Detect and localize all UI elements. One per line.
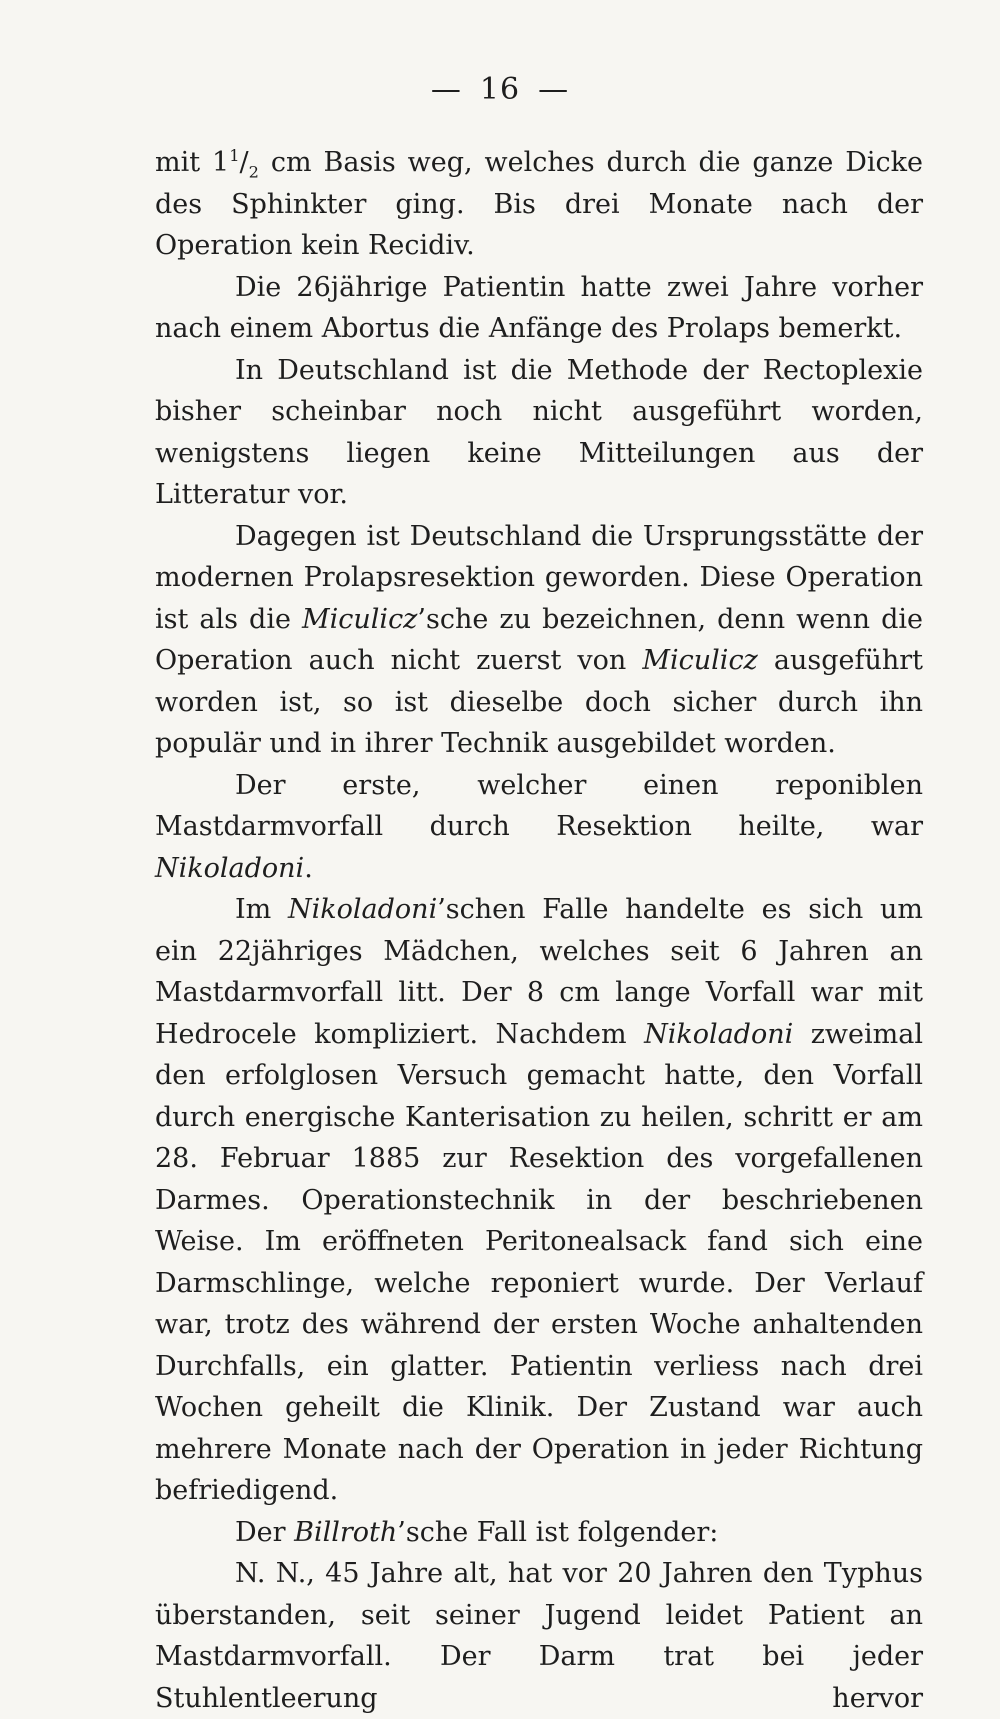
name-billroth: Billroth — [294, 1516, 398, 1548]
paragraph-8: N. N., 45 Jahre alt, hat vor 20 Jahren den Typhus überstanden, seit seiner Jugend leidet Patient an Mastdarmvorfall. Der Darm trat bei jeder Stuhlentleerung hervor — [155, 1558, 923, 1714]
p1-text-a: mit 1 — [155, 147, 230, 178]
p6-text-c: zweimal den erfolglosen Versuch gemacht hatte, den Vorfall durch energische Kanterisation zu heilen, schritt er am 28. Februar 1885 zur Resektion des vorgefallenen Darmes. Operationstechnik in der beschriebenen Weise. Im eröffneten Peritonealsack fand sich eine Darmschlinge, welche reponiert wurde. Der Verlauf war, trotz des während der ersten Woche anhaltenden Durchfalls, ein glatter. Patientin verliess nach drei Wochen geheilt die Klinik. Der Zustand war auch mehrere Monate nach der Operation in jeder Richtung befriedigend. — [155, 1018, 923, 1506]
p4-text-a: Dagegen ist Deutschland die Ursprungsstätte der modernen Prolapsresektion geworden. Diese Operation ist als die — [155, 520, 923, 635]
p6-text-a: Im — [235, 894, 289, 925]
p6-text-b: ’schen Falle handelte es sich um ein 22jähriges Mädchen, welches seit 6 Jahren an Mastdarmvorfall litt. Der 8 cm lange Vorfall war mit Hedrocele kompliziert. Nachdem — [155, 894, 923, 1050]
name-miculicz: Miculicz — [302, 603, 418, 635]
paragraph-4 — [155, 516, 923, 765]
paragraph-3: In Deutschland ist die Methode der Rectoplexie bisher scheinbar noch nicht ausgeführt worden, wenigstens liegen keine Mitteilungen aus der Litteratur vor. — [155, 354, 923, 510]
p4-text-c: ausgeführt worden ist, so ist dieselbe doch sicher durch ihn populär und in ihrer Technik ausgebildet worden. — [155, 645, 923, 759]
p5-text-a: Der erste, welcher einen reponiblen Mastdarmvorfall durch Resektion heilte, war — [155, 769, 923, 842]
p4-text-b: ’sche zu bezeichnen, denn wenn die Operation auch nicht zuerst von — [155, 603, 923, 676]
p7-text-a: Der — [235, 1516, 295, 1548]
name-nikoladoni: Nikoladoni — [155, 852, 305, 884]
page-header — [0, 72, 1000, 107]
header-dash-left: — — [430, 72, 462, 107]
fraction-denominator: 2 — [248, 162, 259, 182]
name-nikoladoni: Nikoladoni — [644, 1018, 794, 1050]
header-dash-right: — — [538, 72, 570, 107]
paragraph-1 — [155, 142, 923, 267]
body-text — [155, 142, 923, 1719]
name-nikoladoni: Nikoladoni — [288, 894, 438, 925]
paragraph-2: Die 26jährige Patientin hatte zwei Jahre vorher nach einem Abortus die Anfänge des Prolaps bemerkt. — [155, 271, 923, 344]
fraction-slash: / — [239, 147, 249, 178]
p7-text-b: ’sche Fall ist folgender: — [397, 1516, 719, 1548]
paragraph-5 — [155, 765, 923, 890]
paragraph-7 — [155, 1512, 923, 1554]
name-miculicz: Miculicz — [642, 645, 758, 676]
p5-text-b: . — [304, 852, 313, 884]
p1-text-b: cm Basis weg, welches durch die ganze Dicke des Sphinkter ging. Bis drei Monate nach der Operation kein Recidiv. — [155, 147, 923, 261]
page-number: 16 — [479, 72, 521, 107]
fraction-numerator: 1 — [229, 146, 240, 165]
paragraph-6 — [155, 889, 923, 1512]
